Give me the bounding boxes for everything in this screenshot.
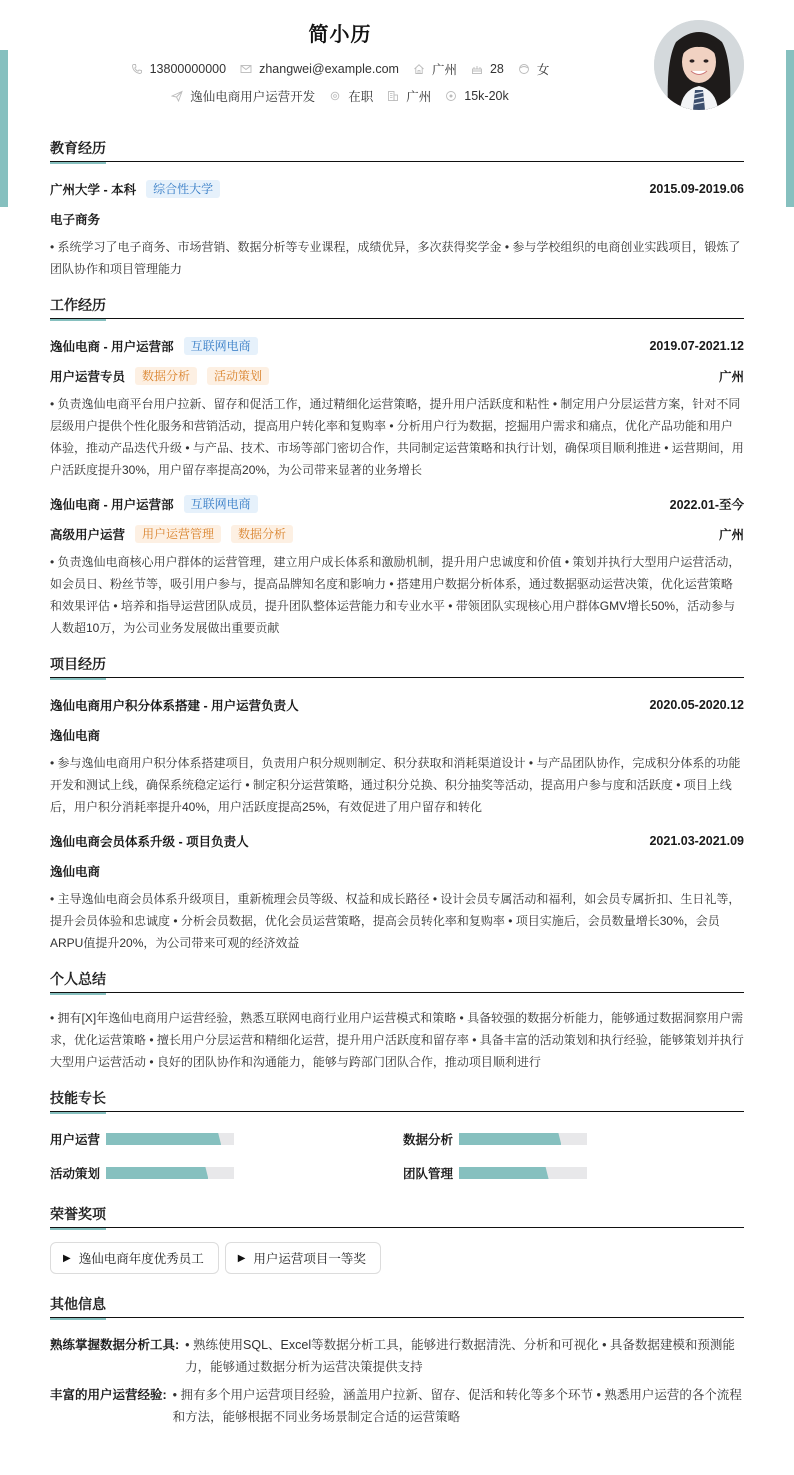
skill-progress-fill: [106, 1133, 221, 1145]
summary-section: [50, 969, 744, 1073]
target-position-item: 逸仙电商用户运营开发: [171, 87, 315, 105]
other-item-label: 丰富的用户运营经验:: [50, 1388, 167, 1402]
industry-tag: 互联网电商: [184, 495, 258, 513]
employment-status-item: 在职: [329, 87, 373, 105]
email-item: zhangwei@example.com: [240, 62, 399, 76]
project-item: [50, 826, 744, 954]
project-org: 逸仙电商: [50, 729, 101, 743]
summary-description: • 拥有[X]年逸仙电商用户运营经验，熟悉互联网电商行业用户运营模式和策略 • 具备较强的数据分析能力，能够通过数据洞察用户需求，优化运营策略 • 擅长用户分层运营和精细化运营，提升用户活跃度和留存率 • 具备丰富的活动策划和执行经验，能够策划并执行大型用户运营活动 • 良好的团队协作和沟通能力，能够与跨部门团队合作，推动项目顺利进行: [50, 1011, 744, 1069]
work-item: [50, 331, 744, 481]
skill-progress-bar: [459, 1167, 587, 1179]
position-name: 高级用户运营: [50, 528, 126, 542]
skill-tag: 用户运营管理: [135, 525, 221, 543]
work-date: 2019.07-2021.12: [649, 339, 744, 353]
projects-section: [50, 654, 744, 954]
section-title-summary: 个人总结: [50, 969, 744, 993]
project-name: 逸仙电商会员体系升级 - 项目负责人: [50, 835, 249, 849]
industry-tag: 互联网电商: [184, 337, 258, 355]
major-row: [50, 204, 744, 234]
skill-item: [403, 1162, 744, 1184]
school-type-tag: 综合性大学: [146, 180, 220, 198]
skill-progress-bar: [106, 1167, 234, 1179]
project-org-row: [50, 856, 744, 886]
other-item: [50, 1334, 744, 1378]
project-item: [50, 690, 744, 818]
skill-item: [50, 1128, 403, 1150]
awards-list: [50, 1242, 744, 1274]
skill-item: [50, 1162, 403, 1184]
project-date: 2020.05-2020.12: [649, 698, 744, 712]
work-item: [50, 489, 744, 639]
home-icon: [413, 63, 425, 75]
other-section: [50, 1294, 744, 1428]
skill-progress-fill: [459, 1167, 549, 1179]
skills-section: [50, 1088, 744, 1184]
other-item-text: • 熟练使用SQL、Excel等数据分析工具，能够进行数据清洗、分析和可视化 • 具备数据建模和预测能力，能够通过数据分析为运营决策提供支持: [185, 1338, 735, 1374]
mail-icon: [240, 63, 252, 75]
skill-name: 数据分析: [403, 1133, 454, 1147]
phone-item: 13800000000: [131, 62, 226, 76]
send-icon: [171, 90, 183, 102]
project-header-row: [50, 690, 744, 720]
work-position-row: [50, 519, 744, 549]
project-name: 逸仙电商用户积分体系搭建 - 用户运营负责人: [50, 699, 299, 713]
age-item: 28: [471, 62, 504, 76]
work-location: 广州: [718, 370, 744, 384]
age-icon: [471, 63, 483, 75]
city-item: 广州: [413, 60, 457, 78]
work-company-row: [50, 489, 744, 519]
work-description: • 负责逸仙电商平台用户拉新、留存和促活工作，通过精细化运营策略，提升用户活跃度和粘性 • 制定用户分层运营方案，针对不同层级用户提供个性化服务和营销活动，提高用户转化率和复购率 • 分析用户行为数据，挖掘用户需求和痛点，优化产品功能和用户体验，推动产品迭代升级 • 与产品、技术、市场等部门密切合作，共同制定运营策略和执行计划，确保项目顺利推进 • 运营期间，用户活跃度提升30%，用户留存率提高20%，为公司带来显著的业务增长: [50, 397, 744, 477]
resume-header: [0, 0, 794, 130]
gender-icon: [518, 63, 530, 75]
building-icon: [387, 90, 399, 102]
education-header-row: [50, 174, 744, 204]
award-item: ▶ 逸仙电商年度优秀员工: [50, 1242, 219, 1274]
skill-progress-fill: [459, 1133, 561, 1145]
education-description: • 系统学习了电子商务、市场营销、数据分析等专业课程，成绩优异，多次获得奖学金 • 参与学校组织的电商创业实践项目，锻炼了团队协作和项目管理能力: [50, 240, 741, 276]
triangle-right-icon: ▶: [237, 1252, 246, 1264]
skill-name: 团队管理: [403, 1167, 454, 1181]
project-header-row: [50, 826, 744, 856]
skill-tag: 数据分析: [135, 367, 197, 385]
work-position-row: [50, 361, 744, 391]
status-icon: [329, 90, 341, 102]
project-org: 逸仙电商: [50, 865, 101, 879]
skill-name: 活动策划: [50, 1167, 101, 1181]
education-section: [50, 138, 744, 280]
section-title-projects: 项目经历: [50, 654, 744, 678]
target-city-item: 广州: [387, 87, 431, 105]
gender-item: 女: [518, 60, 550, 78]
company-name: 逸仙电商 - 用户运营部: [50, 498, 174, 512]
major-name: 电子商务: [50, 213, 101, 227]
section-title-other: 其他信息: [50, 1294, 744, 1318]
work-company-row: [50, 331, 744, 361]
project-org-row: [50, 720, 744, 750]
work-description: • 负责逸仙电商核心用户群体的运营管理，建立用户成长体系和激励机制，提升用户忠诚度和价值 • 策划并执行大型用户运营活动，如会员日、粉丝节等，吸引用户参与，提高品牌知名度和影响力 • 搭建用户数据分析体系，通过数据驱动运营决策，优化运营策略和效果评估 • 培养和指导运营团队成员，提升团队整体运营能力和专业水平 • 带领团队实现核心用户群体GMV增长50%，活动参与人数超10万，为公司业务发展做出重要贡献: [50, 555, 741, 635]
section-title-education: 教育经历: [50, 138, 744, 162]
section-title-work: 工作经历: [50, 295, 744, 319]
phone-icon: [131, 63, 143, 75]
skill-item: [403, 1128, 744, 1150]
other-item-label: 熟练掌握数据分析工具:: [50, 1338, 180, 1352]
skill-progress-fill: [106, 1167, 208, 1179]
awards-section: [50, 1204, 744, 1274]
section-title-awards: 荣誉奖项: [50, 1204, 744, 1228]
contact-row: [0, 60, 680, 78]
candidate-name: 简小历: [308, 24, 372, 46]
salary-icon: [445, 90, 457, 102]
skill-tag: 数据分析: [231, 525, 293, 543]
project-description: • 主导逸仙电商会员体系升级项目，重新梳理会员等级、权益和成长路径 • 设计会员专属活动和福利，如会员专属折扣、生日礼等，提升会员体验和忠诚度 • 分析会员数据，优化会员运营策略，提高会员转化率和复购率 • 项目实施后，会员数量增长30%，会员ARPU值提升20%，为公司带来可观的经济效益: [50, 892, 741, 950]
work-section: [50, 295, 744, 639]
resume-body: [50, 138, 744, 1428]
skill-name: 用户运营: [50, 1133, 101, 1147]
other-item: [50, 1384, 744, 1428]
skills-grid: [50, 1128, 744, 1184]
skill-progress-bar: [459, 1133, 587, 1145]
skill-tag: 活动策划: [207, 367, 269, 385]
company-name: 逸仙电商 - 用户运营部: [50, 340, 174, 354]
position-name: 用户运营专员: [50, 370, 126, 384]
project-description: • 参与逸仙电商用户积分体系搭建项目，负责用户积分规则制定、积分获取和消耗渠道设计 • 与产品团队协作，完成积分体系的功能开发和测试上线，确保系统稳定运行 • 制定积分运营策略，通过积分兑换、积分抽奖等活动，提高用户参与度和活跃度 • 项目上线后，用户积分消耗率提升40%，用户活跃度提高25%，有效促进了用户留存和转化: [50, 756, 741, 814]
award-item: ▶ 用户运营项目一等奖: [225, 1242, 381, 1274]
skill-progress-bar: [106, 1133, 234, 1145]
job-intent-row: [0, 87, 680, 105]
avatar: [654, 20, 744, 110]
school-name: 广州大学 - 本科: [50, 183, 137, 197]
section-title-skills: 技能专长: [50, 1088, 744, 1112]
education-date: 2015.09-2019.06: [649, 182, 744, 196]
other-item-text: • 拥有多个用户运营项目经验，涵盖用户拉新、留存、促活和转化等多个环节 • 熟悉用户运营的各个流程和方法，能够根据不同业务场景制定合适的运营策略: [172, 1388, 742, 1424]
expected-salary-item: 15k-20k: [445, 89, 508, 103]
work-location: 广州: [718, 528, 744, 542]
work-date: 2022.01-至今: [669, 498, 744, 512]
triangle-right-icon: ▶: [63, 1252, 71, 1264]
project-date: 2021.03-2021.09: [649, 834, 744, 848]
